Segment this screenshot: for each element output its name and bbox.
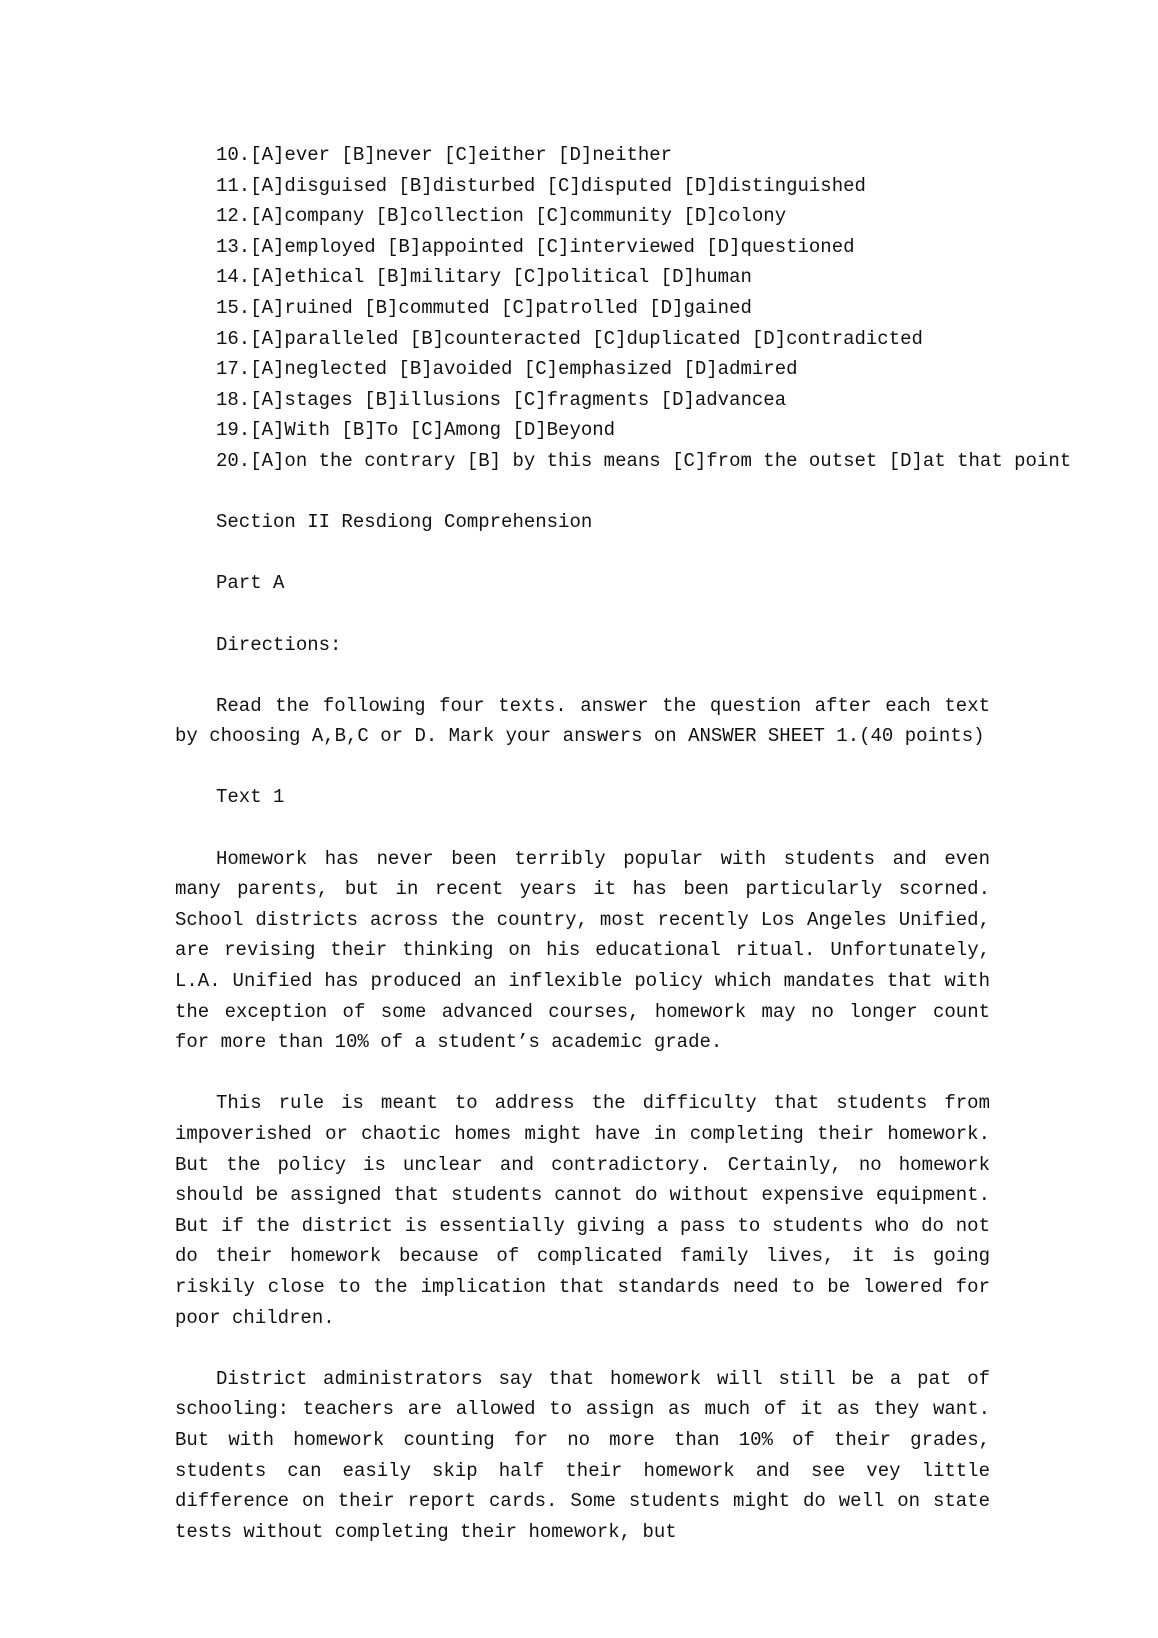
answer-option-line: 19.[A]With [B]To [C]Among [D]Beyond: [216, 419, 616, 442]
paragraph: This rule is meant to address the difficulty that students from impoverished or chaotic homes might have in completing their homework. But the policy is unclear and contradictory. Certainly, no homework should be assigned that students cannot do without expensive equipment. But if the district is essentially giving a pass to students who do not do their homework because of complicated family lives, it is going riskily close to the implication that standards need to be lowered for poor children.: [175, 1092, 990, 1329]
section-title: Section II Resdiong Comprehension: [216, 511, 593, 534]
answer-option-line: 12.[A]company [B]collection [C]community [D]colony: [216, 205, 787, 228]
answer-option-line: 18.[A]stages [B]illusions [C]fragments [D]advancea: [216, 388, 787, 411]
document-page: [175, 140, 1072, 1547]
answer-option-line: 15.[A]ruined [B]commuted [C]patrolled [D]gained: [216, 296, 752, 319]
paragraph: District administrators say that homework will still be a pat of schooling: teachers are allowed to assign as much of it as they want. But with homework counting for no more than 10% of their grades, students can easily skip half their homework and see vey little difference on their report cards. Some students might do well on state tests without completing their homework, but: [175, 1367, 990, 1543]
answer-option-line: 20.[A]on the contrary [B] by this means [C]from the outset [D]at that point: [216, 449, 1072, 472]
directions-text: Read the following four texts. answer the question after each text by choosing A,B,C or D. Mark your answers on ANSWER SHEET 1.(40 points): [175, 694, 990, 748]
answer-option-line: 14.[A]ethical [B]military [C]political [D]human: [216, 266, 752, 289]
answer-option-line: 13.[A]employed [B]appointed [C]interviewed [D]questioned: [216, 235, 855, 258]
answer-option-line: 11.[A]disguised [B]disturbed [C]disputed [D]distinguished: [216, 174, 866, 197]
part-title: Part A: [216, 572, 285, 595]
answer-option-line: 10.[A]ever [B]never [C]either [D]neither: [216, 144, 673, 166]
answer-option-line: 17.[A]neglected [B]avoided [C]emphasized [D]admired: [216, 358, 798, 381]
answer-option-line: 16.[A]paralleled [B]counteracted [C]duplicated [D]contradicted: [216, 327, 923, 350]
paragraph: Homework has never been terribly popular with students and even many parents, but in recent years it has been particularly scorned. School districts across the country, most recently Los Angeles Unified, are revising their thinking on his educational ritual. Unfortunately, L.A. Unified has produced an inflexible policy which mandates that with the exception of some advanced courses, homework may no longer count for more than 10% of a student’s academic grade.: [175, 847, 990, 1054]
directions-label: Directions:: [216, 633, 342, 656]
text-label: Text 1: [216, 786, 285, 809]
